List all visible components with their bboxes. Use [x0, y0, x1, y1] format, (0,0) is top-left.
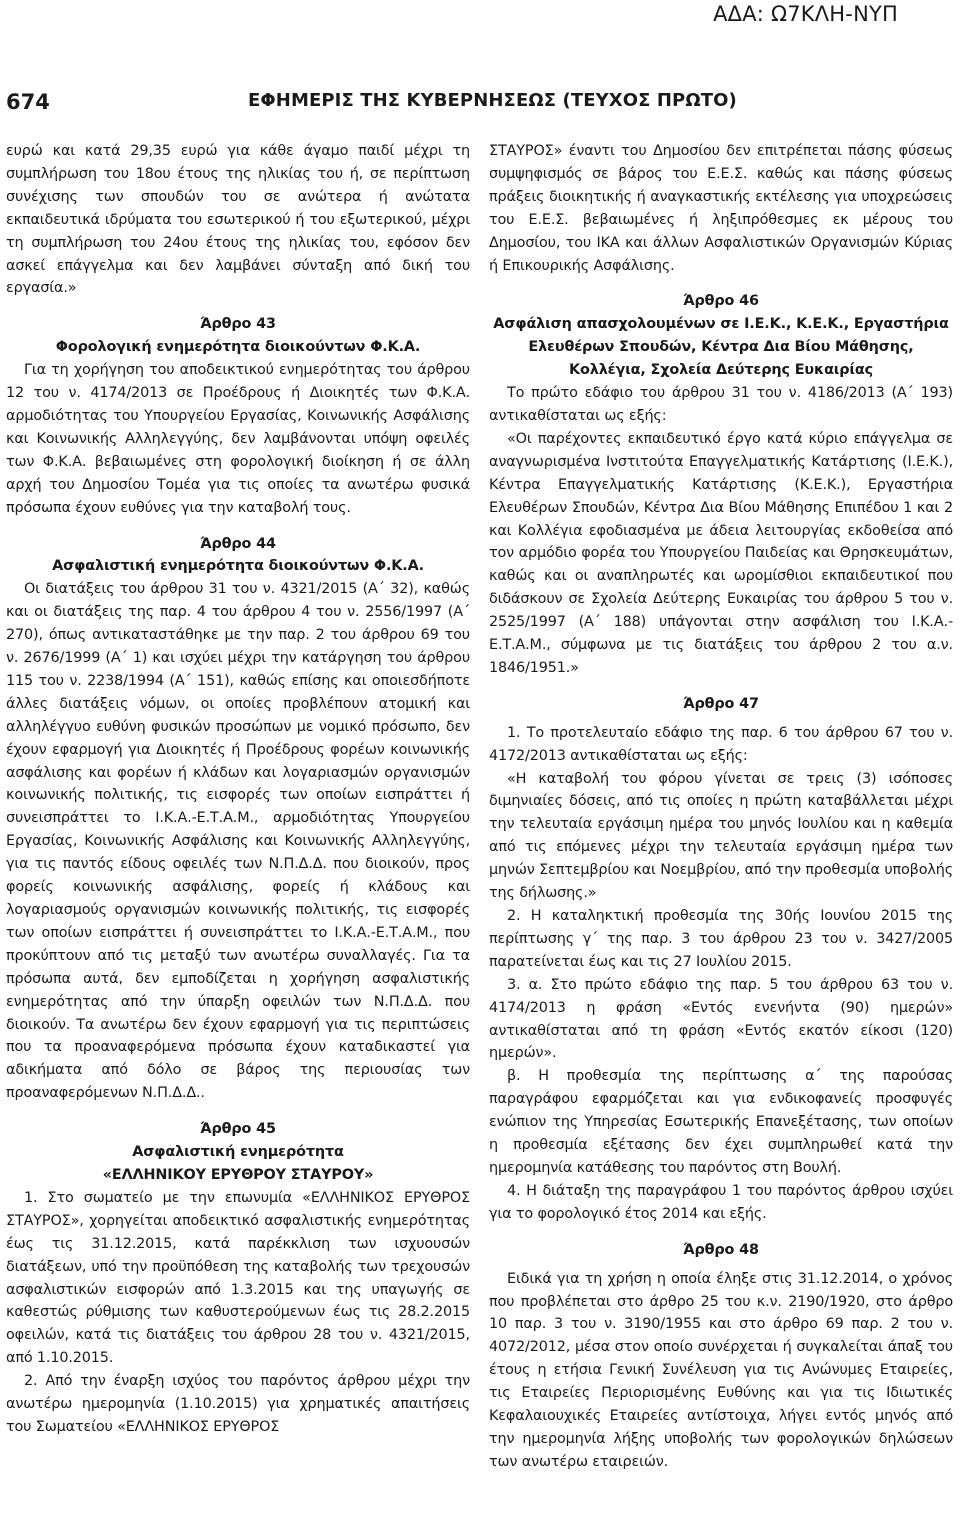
paragraph: ΣΤΑΥΡΟΣ» έναντι του Δημοσίου δεν επιτρέπεται πάσης φύσεως συμψηφισμός σε βάρος του Ε.Ε.Σ. καθώς και πάσης φύσεως πράξεις διοικητικής ή αναγκαστικής εκτέλεσης για υποχρεώσεις του Ε.Ε.Σ. βεβαιωμένες ή ληξιπρόθεσμες εκ μέρους του Δημοσίου, του ΙΚΑ και άλλων Ασφαλιστικών Οργανισμών Κύριας ή Επικουρικής Ασφάλισης.: [489, 143, 953, 274]
article-47-number: Άρθρο 47: [683, 695, 759, 712]
article-44-title: Ασφαλιστική ενημερότητα διοικούντων Φ.Κ.Α.: [52, 558, 424, 575]
article-45-title-line-1: Ασφαλιστική ενημερότητα: [132, 1144, 344, 1161]
paragraph: 4. Η διάταξη της παραγράφου 1 του παρόντος άρθρου ισχύει για το φορολογικό έτος 2014 και εξής.: [489, 1182, 953, 1222]
paragraph: 1. Το προτελευταίο εδάφιο της παρ. 6 του άρθρου 67 του ν. 4172/2013 αντικαθίσταται ως εξής:: [489, 724, 953, 764]
paragraph: Ειδικά για τη χρήση η οποία έληξε στις 31.12.2014, ο χρόνος που προβλέπεται στο άρθρο 25 του κ.ν. 2190/1920, στο άρθρο 10 παρ. 3 του ν. 3190/1955 και στο άρθρο 69 παρ. 2 του ν. 4072/2012, μέσα στον οποίο συνέρχεται ή συγκαλείται άπαξ του έτους η ετήσια Γενική Συνέλευση για τις Ανώνυμες Εταιρείες, τις Εταιρείες Περιορισμένης Ευθύνης και για τις Ιδιωτικές Κεφαλαιουχικές Εταιρείες αντίστοιχα, λήγει εντός μηνός από την ημερομηνία λήξης υποβολής των φορολογικών δηλώσεων των ανωτέρω εταιρειών.: [489, 1270, 953, 1470]
article-45-number: Άρθρο 45: [200, 1121, 276, 1138]
paragraph: ευρώ και κατά 29,35 ευρώ για κάθε άγαμο παιδί μέχρι τη συμπλήρωση του 18ου έτους της ηλικίας του ή, σε περίπτωση συνέχισης των σπουδών του σε ανώτερα ή ανώτατα εκπαιδευτικά ιδρύματα του εσωτερικού ή του εξωτερικού, μέχρι τη συμπλήρωση του 24ου έτους της ηλικίας του, εφόσον δεν ασκεί επάγγελμα και δεν λαμβάνει σύνταξη από δική του εργασία.»: [6, 143, 470, 297]
article-44-number: Άρθρο 44: [200, 535, 276, 552]
paragraph: «Οι παρέχοντες εκπαιδευτικό έργο κατά κύριο επάγγελμα σε αναγνωρισμένα Ινστιτούτα Επαγγελματικής Κατάρτισης (Ι.Ε.Κ.), Κέντρα Επαγγελματικής Κατάρτισης (Κ.Ε.Κ.), Εργαστήρια Ελευθέρων Σπουδών, Κέντρα Δια Βίου Μάθησης Επιπέδου 1 και 2 και Κολλέγια εφοδιασμένα με άδεια λειτουργίας εκδοθείσα από τον αρμόδιο φορέα του Υπουργείου Παιδείας και Θρησκευμάτων, καθώς και οι αναπληρωτές και ωρομίσθιοι εκπαιδευτικοί που διδάσκουν σε Σχολεία Δεύτερης Ευκαιρίας του άρθρου 5 του ν. 2525/1997 (Α΄ 188) υπάγονται στην ασφάλιση του Ι.Κ.Α.-Ε.Τ.Α.Μ., σύμφωνα με τις διατάξεις του άρθρου 2 του α.ν. 1846/1951.»: [489, 430, 953, 676]
paragraph: Για τη χορήγηση του αποδεικτικού ενημερότητας του άρθρου 12 του ν. 4174/2013 σε Προέδρους ή Διοικητές των Φ.Κ.Α. αρμοδιότητας του Υπουργείου Εργασίας, Κοινωνικής Ασφάλισης και Κοινωνικής Αλληλεγγύης, δεν λαμβάνονται υπόψη οφειλές των Φ.Κ.Α. βεβαιωμένες στη φορολογική διοίκηση ή σε άλλη αρχή του Δημοσίου Τομέα για τις οποίες τα ανωτέρω φυσικά πρόσωπα έχουν ευθύνες για την καταβολή τους.: [6, 362, 470, 516]
article-45-title-line-2: «ΕΛΛΗΝΙΚΟΥ ΕΡΥΘΡΟΥ ΣΤΑΥΡΟΥ»: [102, 1166, 374, 1183]
paragraph: Οι διατάξεις του άρθρου 31 του ν. 4321/2015 (Α΄ 32), καθώς και οι διατάξεις της παρ. 4 του άρθρου 4 του ν. 2556/1997 (Α΄ 270), όπως αντικαταστάθηκε με την παρ. 2 του άρθρου 69 του ν. 2676/1999 (Α΄ 1) και ισχύει μέχρι την κατάργηση του άρθρου 115 του ν. 2238/1994 (Α΄ 151), καθώς επίσης και οποιεσδήποτε άλλες διατάξεις νόμων, οι οποίες προβλέπουν ατομική και αλληλέγγυο ευθύνη φυσικών προσώπων με νομικό πρόσωπο, δεν έχουν εφαρμογή για Διοικητές ή Προέδρους φορέων κοινωνικής ασφάλισης και φορέων ή κλάδων και λογαριασμών οργανισμών κοινωνικής πολιτικής, τις εισφορές των οποίων εισπράττει ή συνεισπράττει το Ι.Κ.Α.-Ε.Τ.Α.Μ., αρμοδιότητας Υπουργείου Εργασίας, Κοινωνικής Ασφάλισης και Κοινωνικής Αλληλεγγύης, για τις παντός είδους οφειλές των Ν.Π.Δ.Δ. που διοικούν, προς φορείς κοινωνικής ασφάλισης, φορείς ή κλάδους και λογαριασμούς οργανισμών κοινωνικής πολιτικής, τις εισφορές των οποίων εισπράττει ή συνεισπράττει το Ι.Κ.Α.-Ε.Τ.Α.Μ., που προκύπτουν από τις μεταξύ των ανωτέρω συναλλαγές. Για τα πρόσωπα αυτά, δεν εμποδίζεται η χορήγηση ασφαλιστικής ενημερότητας από την ύπαρξη οφειλών των Ν.Π.Δ.Δ. που διοικούν. Τα ανωτέρω δεν έχουν εφαρμογή για τις περιπτώσεις που τα προαναφερόμενα πρόσωπα έχουν καταδικαστεί για αδικήματα από δόλο σε βάρος της περιουσίας των προαναφερόμενων Ν.Π.Δ.Δ..: [6, 581, 470, 1102]
article-43-title: Φορολογική ενημερότητα διοικούντων Φ.Κ.Α.: [55, 339, 421, 356]
paragraph: 2. Η καταληκτική προθεσμία της 30ής Ιουνίου 2015 της περίπτωσης γ΄ της παρ. 3 του άρθρου 23 του ν. 3427/2005 παρατείνεται έως και τις 27 Ιουλίου 2015.: [489, 908, 953, 970]
article-46-title: Ασφάλιση απασχολουμένων σε Ι.Ε.Κ., Κ.Ε.Κ., Εργαστήρια Ελευθέρων Σπουδών, Κέντρα Δια Βίου Μάθησης, Κολλέγια, Σχολεία Δεύτερης Ευκαιρίας: [493, 316, 949, 379]
article-46-number: Άρθρο 46: [683, 293, 759, 310]
left-column: [6, 140, 470, 1439]
article-48-number: Άρθρο 48: [683, 1241, 759, 1258]
journal-title: ΕΦΗΜΕΡΙΣ ΤΗΣ ΚΥΒΕΡΝΗΣΕΩΣ (ΤΕΥΧΟΣ ΠΡΩΤΟ): [248, 90, 737, 111]
right-column: [489, 140, 953, 1474]
paragraph: β. Η προθεσμία της περίπτωσης α΄ της παρούσας παραγράφου εφαρμόζεται και για ενδικοφανείς προσφυγές ενώπιον της Υπηρεσίας Εσωτερικής Επανεξέτασης, των οποίων η προθεσμία εξέτασης δεν έχει συμπληρωθεί κατά την ημερομηνία κατάθεσης του παρόντος στη Βουλή.: [489, 1068, 953, 1176]
article-43-number: Άρθρο 43: [200, 316, 276, 333]
paragraph: «Η καταβολή του φόρου γίνεται σε τρεις (3) ισόποσες διμηνιαίες δόσεις, από τις οποίες η πρώτη καταβάλλεται μέχρι την τελευταία εργάσιμη ημέρα του μηνός Ιουλίου και η καθεμία από τις επόμενες μέχρι την τελευταία εργάσιμη ημέρα των μηνών Σεπτεμβρίου και Νοεμβρίου, από την προθεσμία υποβολής της δήλωσης.»: [489, 770, 953, 902]
page-number: 674: [6, 90, 50, 114]
paragraph: 3. α. Στο πρώτο εδάφιο της παρ. 5 του άρθρου 63 του ν. 4174/2013 η φράση «Εντός ενενήντα (90) ημερών» αντικαθίσταται από τη φράση «Εντός εκατόν είκοσι (120) ημερών».: [489, 976, 953, 1062]
paragraph: 2. Από την έναρξη ισχύος του παρόντος άρθρου μέχρι την ανωτέρω ημερομηνία (1.10.2015) για χρηματικές απαιτήσεις του Σωματείου «ΕΛΛΗΝΙΚΟΣ ΕΡΥΘΡΟΣ: [6, 1373, 470, 1435]
ada-code: ΑΔΑ: Ω7ΚΛΗ-ΝΥΠ: [713, 2, 898, 26]
page-header: [6, 90, 954, 118]
paragraph: Το πρώτο εδάφιο του άρθρου 31 του ν. 4186/2013 (Α΄ 193) αντικαθίσταται ως εξής:: [489, 385, 953, 424]
paragraph: 1. Στο σωματείο με την επωνυμία «ΕΛΛΗΝΙΚΟΣ ΕΡΥΘΡΟΣ ΣΤΑΥΡΟΣ», χορηγείται αποδεικτικό ασφαλιστικής ενημερότητας έως τις 31.12.2015, κατά παρέκκλιση των ισχυουσών διατάξεων, υπό την προϋπόθεση της καταβολής των τρεχουσών ασφαλιστικών εισφορών από 1.3.2015 και της υπαγωγής σε καθεστώς ρύθμισης των καθυστερούμενων έως τις 28.2.2015 οφειλών, κατά τις διατάξεις του άρθρου 28 του ν. 4321/2015, από 1.10.2015.: [6, 1189, 470, 1367]
